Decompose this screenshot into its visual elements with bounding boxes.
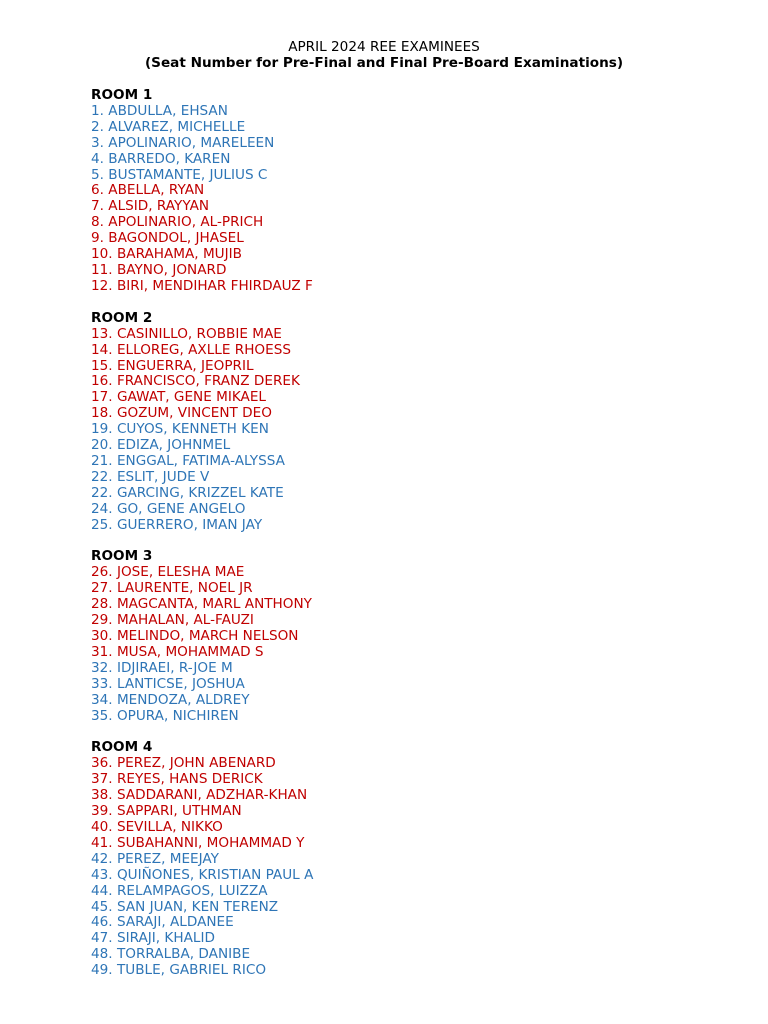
examinee-entry: 14. ELLOREG, AXLLE RHOESS [91,341,291,358]
examinee-entry: 12. BIRI, MENDIHAR FHIRDAUZ F [91,277,313,294]
examinee-entry: 34. MENDOZA, ALDREY [91,691,250,708]
examinee-entry: 25. GUERRERO, IMAN JAY [91,516,263,533]
examinee-entry: 30. MELINDO, MARCH NELSON [91,628,299,644]
examinee-entry: 29. MAHALAN, AL-FAUZI [91,612,254,629]
document-header [0,40,768,72]
rooms-list [91,88,751,995]
room-section [91,740,751,979]
room-section [91,549,751,724]
document-subtitle: (Seat Number for Pre-Final and Final Pre-Board Examinations) [144,54,624,71]
examinee-entry: 22. GARCING, KRIZZEL KATE [91,484,284,501]
examinee-entry: 39. SAPPARI, UTHMAN [91,803,242,820]
examinee-entry: 16. FRANCISCO, FRANZ DEREK [91,373,300,390]
examinee-entry: 7. ALSID, RAYYAN [91,198,210,215]
room-heading: ROOM 4 [91,739,153,756]
examinee-entry: 31. MUSA, MOHAMMAD S [91,643,264,660]
examinee-entry: 15. ENGUERRA, JEOPRIL [91,357,254,374]
room-section [91,88,751,295]
examinee-entry: 37. REYES, HANS DERICK [91,771,263,788]
examinee-entry: 41. SUBAHANNI, MOHAMMAD Y [91,834,305,851]
examinee-entry: 45. SAN JUAN, KEN TERENZ [91,898,279,915]
examinee-entry: 38. SADDARANI, ADZHAR-KHAN [91,787,308,804]
examinee-entry: 20. EDIZA, JOHNMEL [91,437,231,454]
examinee-entry: 10. BARAHAMA, MUJIB [91,246,242,263]
examinee-entry: 6. ABELLA, RYAN [91,182,205,199]
room-heading: ROOM 3 [91,548,153,565]
examinee-entry: 44. RELAMPAGOS, LUIZZA [91,882,268,899]
examinee-entry: 9. BAGONDOL, JHASEL [91,230,244,247]
examinee-entry: 40. SEVILLA, NIKKO [91,818,223,835]
examinee-entry: 43. QUIÑONES, KRISTIAN PAUL A [91,866,314,883]
examinee-entry: 3. APOLINARIO, MARELEEN [91,134,275,151]
examinee-entry: 22. ESLIT, JUDE V [91,468,210,485]
examinee-entry: 5. BUSTAMANTE, JULIUS C [91,166,268,183]
examinee-entry: 28. MAGCANTA, MARL ANTHONY [91,596,312,613]
examinee-entry: 26. JOSE, ELESHA MAE [91,564,245,581]
examinee-entry: 36. PEREZ, JOHN ABENARD [91,755,276,772]
examinee-entry: 8. APOLINARIO, AL-PRICH [91,214,264,231]
examinee-entry: 4. BARREDO, KAREN [91,150,231,167]
examinee-entry: 18. GOZUM, VINCENT DEO [91,405,272,422]
room-heading: ROOM 1 [91,87,153,103]
examinee-entry: 11. BAYNO, JONARD [91,261,227,278]
examinee-entry: 19. CUYOS, KENNETH KEN [91,421,269,438]
examinee-entry: 46. SARAJI, ALDANEE [91,914,234,931]
examinee-entry: 47. SIRAJI, KHALID [91,930,215,947]
examinee-entry: 13. CASINILLO, ROBBIE MAE [91,325,282,342]
examinee-entry: 27. LAURENTE, NOEL JR [91,580,253,597]
examinee-entry: 35. OPURA, NICHIREN [91,707,239,724]
examinee-entry: 33. LANTICSE, JOSHUA [91,675,245,692]
examinee-entry: 49. TUBLE, GABRIEL RICO [91,962,267,979]
examinee-entry: 21. ENGGAL, FATIMA-ALYSSA [91,452,285,469]
examinee-entry: 24. GO, GENE ANGELO [91,500,246,517]
room-heading: ROOM 2 [91,309,153,326]
document-title: APRIL 2024 REE EXAMINEES [288,39,480,55]
examinee-entry: 2. ALVAREZ, MICHELLE [91,118,246,135]
examinee-entry: 17. GAWAT, GENE MIKAEL [91,389,266,406]
examinee-entry: 32. IDJIRAEI, R-JOE M [91,659,233,676]
examinee-entry: 1. ABDULLA, EHSAN [91,102,228,119]
room-section [91,311,751,534]
examinee-entry: 48. TORRALBA, DANIBE [91,946,251,963]
examinee-entry: 42. PEREZ, MEEJAY [91,850,219,867]
